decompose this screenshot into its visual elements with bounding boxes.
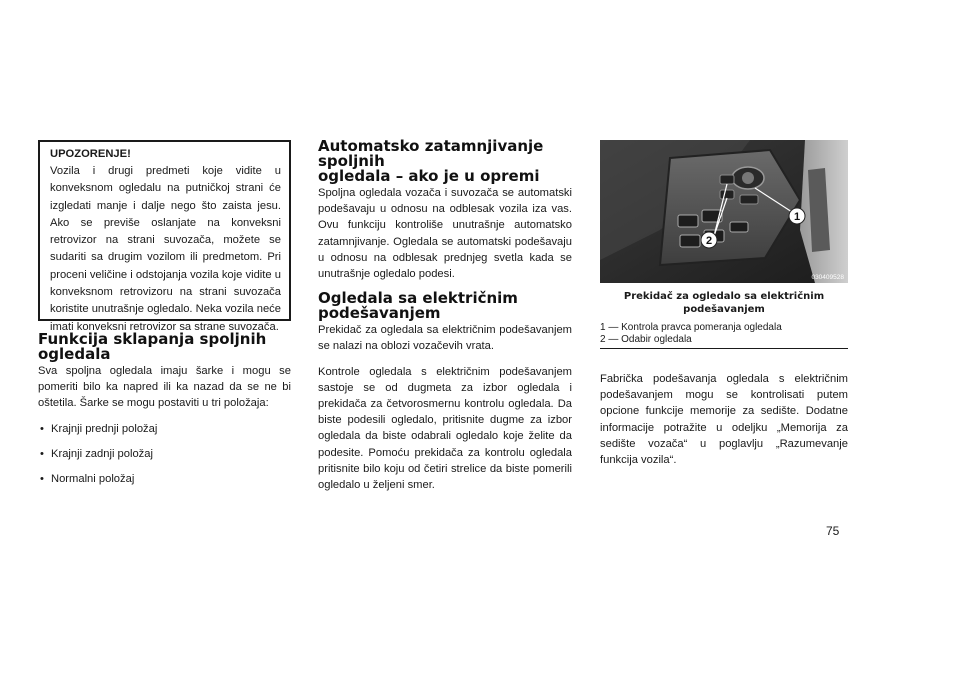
middle-column — [318, 139, 572, 502]
power-mirrors-heading: Ogledala sa električnim podešavanjem — [318, 289, 518, 323]
figure-code: 030409528 — [811, 274, 844, 281]
folding-text: Sva spoljna ogledala imaju šarke i mogu se pomeriti bilo ka napred ili ka nazad da se ne bi oštetila. Šarke se mogu postaviti u tri položaja: — [38, 365, 291, 410]
warning-text: Vozila i drugi predmeti koje vidite u konveksnom ogledalu na putničkoj strani će izgledati manje i dalje nego što zaista jesu. Ako se previše oslanjate na konveksni retrovizor na strani suvozača, možete se sudariti sa drugim vozilom ili predmetom. Pri proceni veličine i odstojanja vozila koje vidite u konveksnom retrovizoru na strani suvozača koristite unutrašnje ogledalo. Neka vozila neće imati konveksni retrovizor sa strane suvozača. — [50, 165, 281, 333]
legend-divider — [600, 348, 848, 349]
right-column-text — [600, 371, 848, 477]
list-item: • Krajnji prednji položaj — [40, 422, 158, 435]
position-list — [38, 421, 291, 487]
callout-1-label: 1 — [793, 211, 801, 223]
page-number: 75 — [826, 524, 840, 538]
auto-dim-heading: Automatsko zatamnjivanje spoljnih ogledala – ako je u opremi — [318, 137, 544, 185]
legend-item: 2 — Odabir ogledala — [600, 333, 692, 345]
callout-2-label: 2 — [705, 235, 713, 247]
figure-legend — [600, 322, 848, 345]
folding-section — [38, 332, 291, 496]
door-panel-illustration — [600, 140, 848, 283]
list-item: • Normalni položaj — [40, 472, 135, 485]
auto-dim-text: Spoljna ogledala vozača i suvozača se automatski podešavaju u odnosu na odblesak vozila iza vas. Ovu funkciju kontroliše unutrašnje automatsko zatamnjivanje. Ogledala se automatski podešavaju u odnosu na odblesak prednjeg svetla kada se unutrašnje ogledalo podesi. — [318, 187, 572, 281]
list-item: • Krajnji zadnji položaj — [40, 447, 153, 460]
door-switch-photo — [600, 140, 848, 283]
warning-box — [38, 140, 291, 333]
folding-heading: Funkcija sklapanja spoljnih ogledala — [38, 330, 267, 363]
factory-settings-text: Fabrička podešavanja ogledala s električnim podešavanjem mogu se kontrolisati putem opcione funkcije memorije za sedište. Dodatne informacije potražite u odeljku „Memorija za sedište vozača“ u poglavlju „Razumevanje funkcija vozila“. — [600, 373, 848, 467]
power-mirrors-text-2: Kontrole ogledala s električnim podešavanjem sastoje se od dugmeta za izbor ogledala i prekidača za četvorosmernu kontrolu ogledala. Da biste podesili ogledalo, pritisnite dugme za izbor ogledala da biste odabrali ogledalo koje želite da podesite. Pomoću prekidača za kontrolu ogledala pritisnite bilo koju od četiri strelice da biste pomerili ogledalo u željeni smer. — [318, 365, 572, 492]
figure-caption: Prekidač za ogledalo sa električnim podešavanjem — [623, 291, 825, 315]
warning-title: UPOZORENJE! — [50, 148, 131, 160]
power-mirrors-text-1: Prekidač za ogledala sa električnim podešavanjem se nalazi na oblozi vozačevih vrata. — [318, 324, 572, 353]
legend-item: 1 — Kontrola pravca pomeranja ogledala — [600, 322, 782, 333]
